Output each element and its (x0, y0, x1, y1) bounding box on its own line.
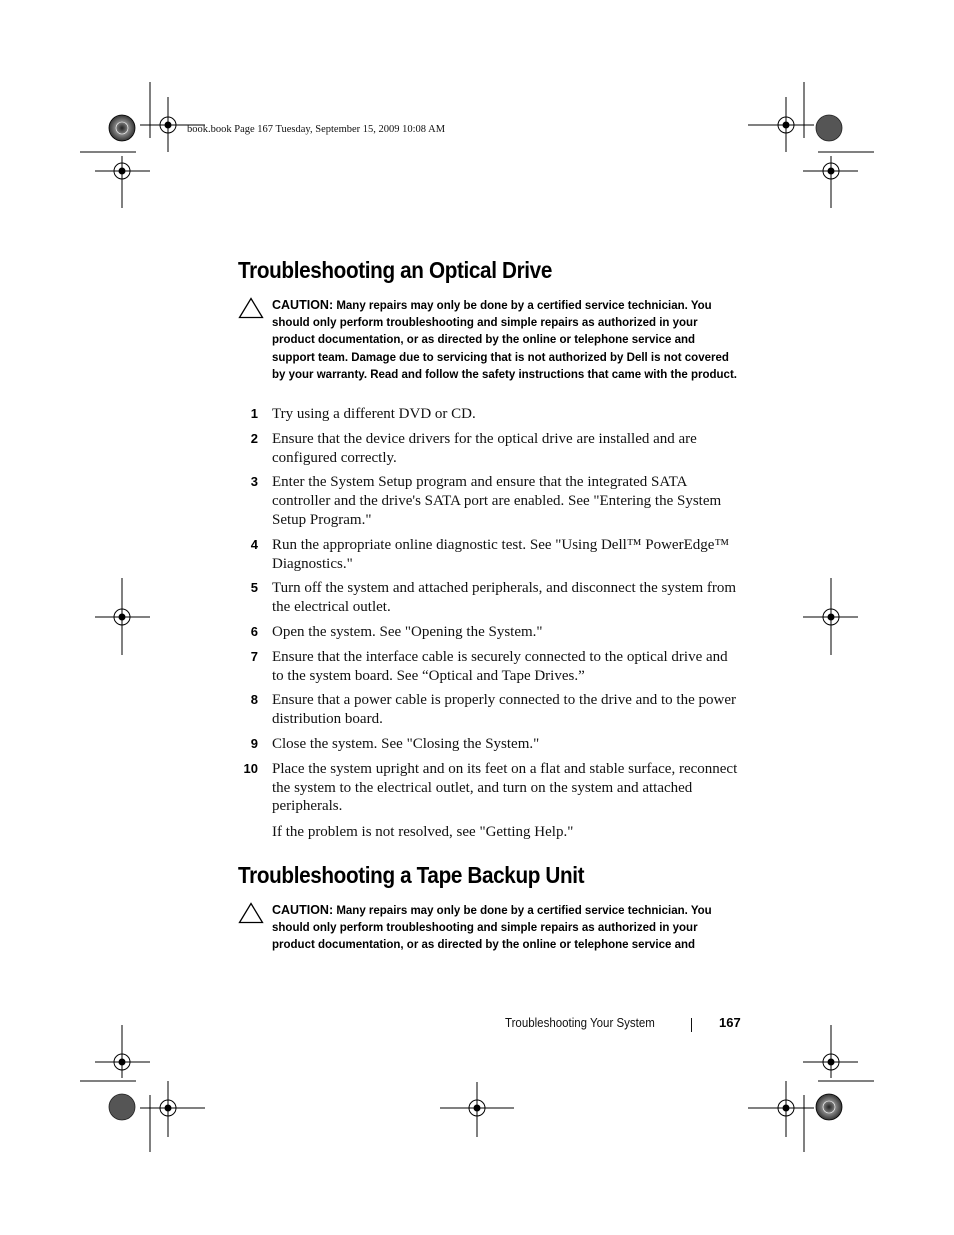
step-text: Run the appropriate online diagnostic test. See "Using Dell™ PowerEdge™ Diagnostics." (272, 536, 730, 572)
step-number: 1 (250, 406, 258, 421)
footer-section-title: Troubleshooting Your System (505, 1016, 655, 1030)
step-number: 7 (250, 648, 258, 664)
list-item (238, 405, 738, 424)
page-number: 167 (719, 1015, 741, 1030)
step-number: 5 (250, 580, 258, 596)
list-item (238, 473, 738, 529)
step-text: Turn off the system and attached peripherals, and disconnect the system from the electrical outlet. (272, 580, 737, 616)
step-number: 9 (250, 735, 258, 751)
list-item (238, 648, 738, 686)
step-text: Ensure that the interface cable is securely connected to the optical drive and to the system board. See “Optical and Tape Drives.” (272, 648, 728, 684)
caution-body: Many repairs may only be done by a certified service technician. You should only perform troubleshooting and simple repairs as authorized in your product documentation, or as directed by the online or telephone service and (272, 905, 712, 952)
procedure-steps (238, 405, 738, 822)
step-number: 6 (250, 623, 258, 639)
list-item (238, 691, 738, 729)
caution-label: CAUTION: (272, 298, 334, 312)
step-text: Open the system. See "Opening the System." (272, 623, 543, 640)
step-text: Ensure that a power cable is properly connected to the drive and to the power distribution board. (272, 692, 736, 728)
step-number: 8 (250, 692, 258, 708)
step-number: 10 (243, 760, 258, 776)
footer-separator (691, 1018, 692, 1032)
step-text: Place the system upright and on its feet on a flat and stable surface, reconnect the system to the electrical outlet, and turn on the system and attached peripherals. (272, 760, 738, 815)
caution-triangle-icon (238, 902, 264, 924)
caution-note (238, 902, 738, 955)
print-slug: book.book Page 167 Tuesday, September 15, 2009 10:08 AM (187, 124, 446, 135)
caution-note (238, 297, 738, 384)
step-text: Try using a different DVD or CD. (272, 406, 476, 422)
section-title-tape-backup: Troubleshooting a Tape Backup Unit (238, 862, 585, 888)
step-number: 2 (250, 430, 258, 446)
list-item (238, 536, 738, 574)
step-number: 3 (250, 474, 258, 490)
step-text: Enter the System Setup program and ensure that the integrated SATA controller and the drive's SATA port are enabled. See "Entering the System Setup Program." (272, 474, 722, 528)
caution-text (272, 297, 738, 384)
caution-triangle-icon (238, 297, 264, 319)
step-number: 4 (250, 536, 258, 552)
caution-label: CAUTION: (272, 903, 334, 917)
list-item (238, 579, 738, 617)
list-item (238, 735, 738, 754)
list-item (238, 760, 738, 816)
caution-text (272, 902, 738, 955)
step-text: Close the system. See "Closing the System." (272, 735, 540, 752)
section-title-optical-drive: Troubleshooting an Optical Drive (238, 257, 552, 283)
step-text: Ensure that the device drivers for the optical drive are installed and are configured correctly. (272, 430, 697, 466)
followup-text: If the problem is not resolved, see "Getting Help." (272, 824, 574, 840)
list-item (238, 430, 738, 468)
caution-body: Many repairs may only be done by a certified service technician. You should only perform troubleshooting and simple repairs as authorized in your product documentation, or as directed by the online or telephone service and support team. Damage due to servicing that is not authorized by Dell is not covered by your warranty. Read and follow the safety instructions that came with the product. (272, 300, 737, 381)
list-item (238, 623, 738, 642)
